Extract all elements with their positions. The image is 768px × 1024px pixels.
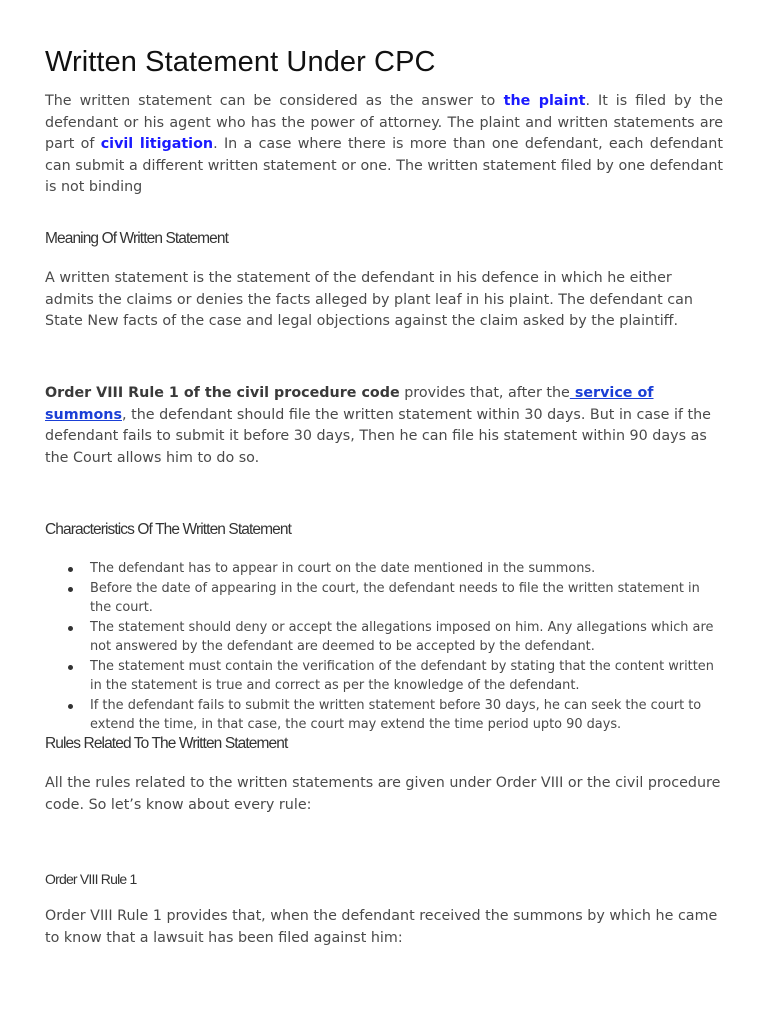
list-item — [45, 579, 723, 618]
bullet-icon — [68, 587, 73, 592]
order-rule-text-2: , the defendant should file the written statement within 30 days. But in case if the defendant fails to submit it before 30 days, Then he can file his statement within 90 days as the Court allows him to do so. — [45, 406, 711, 466]
order-rule-text-1: provides that, after the — [399, 385, 570, 401]
bullet-icon — [68, 626, 73, 631]
rule1-paragraph: Order VIII Rule 1 provides that, when the defendant received the summons by which he came to know that a lawsuit has been filed against him: — [45, 908, 718, 946]
intro-text-1: The written statement can be considered as the answer to — [45, 93, 496, 109]
list-item-text: The statement should deny or accept the allegations imposed on him. Any allegations which are not answered by the defendant are deemed to be accepted by the defendant. — [90, 619, 714, 654]
meaning-paragraph: A written statement is the statement of the defendant in his defence in which he either admits the claims or denies the facts alleged by plant leaf in his plaint. The defendant can State New facts of the case and legal objections against the claim asked by the plaintiff. — [45, 270, 693, 330]
list-item — [45, 696, 723, 735]
list-item — [45, 618, 723, 657]
order-rule-paragraph — [45, 383, 723, 469]
meaning-heading: Meaning Of Written Statement — [45, 230, 228, 247]
bullet-icon — [68, 704, 73, 709]
characteristics-heading: Characteristics Of The Written Statement — [45, 521, 291, 538]
intro-paragraph — [45, 91, 723, 199]
the-plaint-link[interactable]: the plaint — [495, 93, 586, 109]
list-item-text: If the defendant fails to submit the written statement before 30 days, he can seek the court to extend the time, in that case, the court may extend the time period upto 90 days. — [90, 697, 702, 732]
rules-heading: Rules Related To The Written Statement — [45, 735, 288, 752]
rule1-heading: Order VIII Rule 1 — [45, 871, 137, 887]
rules-paragraph: All the rules related to the written statements are given under Order VIII or the civil procedure code. So let’s know about every rule: — [45, 775, 721, 813]
order-rule-bold-text: Order VIII Rule 1 of the civil procedure code — [45, 385, 400, 401]
intro-text-3: . In a case where there is more than one defendant, each defendant can submit a different written statement or one. The written statement filed by one defendant is not binding — [45, 136, 723, 196]
page-title: Written Statement Under CPC — [45, 46, 436, 78]
list-item-text: The statement must contain the verification of the defendant by stating that the content written in the statement is true and correct as per the knowledge of the defendant. — [90, 658, 714, 693]
intro-text-2: . It is filed by the defendant or his agent who has the power of attorney. The plaint and written statements are part of — [45, 93, 723, 153]
service-of-summons-link[interactable]: service of summons — [45, 385, 654, 423]
bullet-icon — [68, 567, 73, 572]
list-item-text: The defendant has to appear in court on the date mentioned in the summons. — [90, 561, 596, 576]
characteristics-list — [45, 559, 723, 735]
civil-litigation-link[interactable]: civil litigation — [100, 136, 214, 153]
list-item-text: Before the date of appearing in the court, the defendant needs to file the written statement in the court. — [90, 580, 700, 615]
bullet-icon — [68, 665, 73, 670]
list-item — [45, 657, 723, 696]
list-item — [45, 559, 723, 579]
